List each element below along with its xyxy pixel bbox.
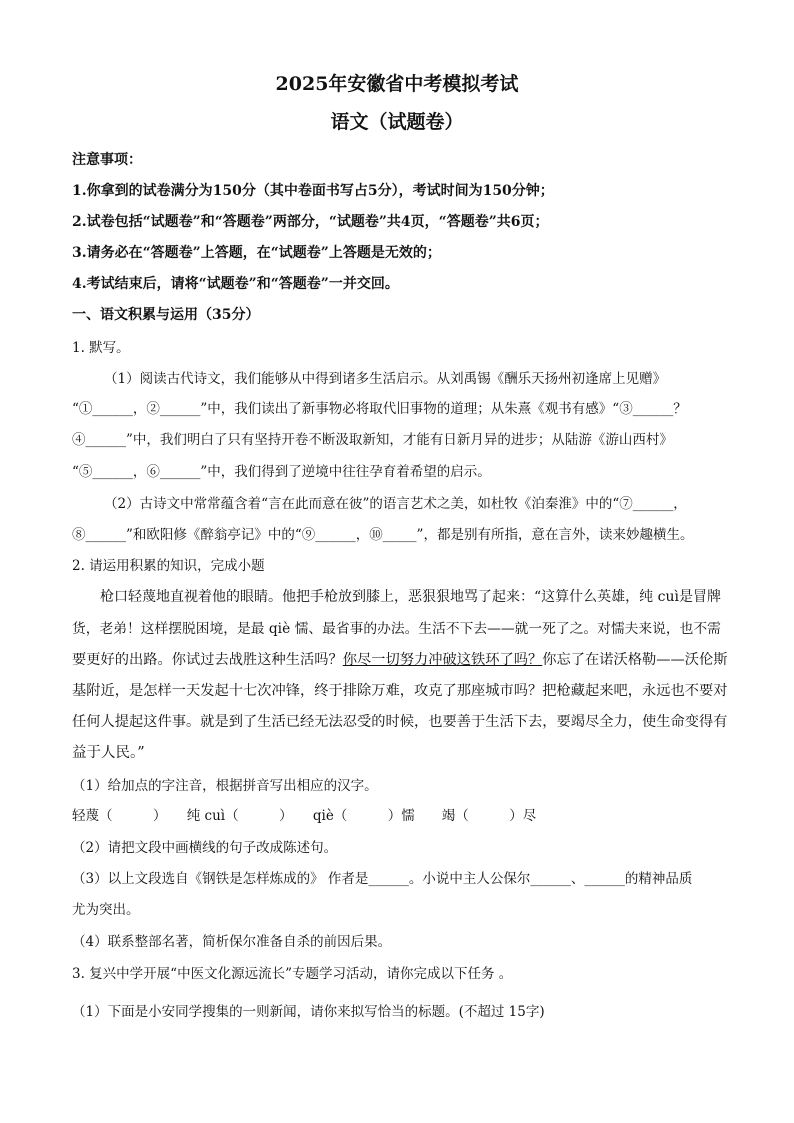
question-1-line: “⑤______，⑥______”中，我们得到了逆境中往往孕育着希望的启示。 [72,464,491,480]
question-2-sub: （1）给加点的字注音，根据拼音写出相应的汉字。 [72,778,378,794]
passage-line: 益于人民。” [72,745,145,761]
exam-title: 2025年安徽省中考模拟考试 [275,73,519,95]
exam-subtitle: 语文（试题卷） [330,111,464,133]
passage-text: 要更好的出路。你试过去战胜这种生活吗？ [72,652,343,668]
question-3-label: 3. 复兴中学开展“中医文化源远流长”专题学习活动，请你完成以下任务 。 [72,966,513,982]
notice-item: 2.试卷包括“试题卷”和“答题卷”两部分，“试题卷”共4页，“答题卷”共6页； [72,214,549,230]
question-2-sub: 尤为突出。 [72,902,140,918]
question-1-line: （1）阅读古代诗文，我们能够从中得到诸多生活启示。从刘禹锡《酬乐天扬州初逢席上见赠》 [104,371,667,387]
question-1-line: “①______，②______”中，我们读出了新事物必将取代旧事物的道理；从朱熹《观书有感》“③______？ [72,401,687,417]
question-2-sub: （4）联系整部名著，简析保尔准备自杀的前因后果。 [72,934,392,950]
question-2-sub: （2）请把文段中画横线的句子改成陈述句。 [72,840,338,856]
question-1-line: ⑧______”和欧阳修《醉翁亭记》中的“⑨______，⑩_____”，都是别有所指，意在言外，读来妙趣横生。 [72,527,694,543]
question-2-sub: 轻蔑（ ） 纯 cuì（ ） qiè（ ）懦 竭（ ）尽 [72,808,537,824]
notice-heading: 注意事项： [72,152,142,168]
passage-line: 枪口轻蔑地直视着他的眼睛。他把手枪放到膝上，恶狠狠地骂了起来：“这算什么英雄，纯 cuì是冒牌 [100,589,721,605]
passage-line [72,650,728,670]
question-1-label: 1. 默写。 [72,340,130,356]
passage-text: 你忘了在诺沃格勒——沃伦斯 [542,652,728,668]
passage-line: 基附近，是怎样一天发起十七次冲锋，终于排除万难，攻克了那座城市吗？把枪藏起来吧，永远也不要对 [72,683,728,699]
question-1-line: （2）古诗文中常常蕴含着“言在此而意在彼”的语言艺术之美，如杜牧《泊秦淮》中的“⑦______， [104,496,687,512]
question-1-line: ④______”中，我们明白了只有坚持开卷不断汲取新知，才能有日新月异的进步；从陆游《游山西村》 [72,432,673,448]
section-heading: 一、语文积累与运用（35分） [72,307,260,323]
notice-item: 1.你拿到的试卷满分为150分（其中卷面书写占5分），考试时间为150分钟； [72,183,554,199]
notice-item: 4.考试结束后，请将“试题卷”和“答题卷”一并交回。 [72,276,399,292]
question-2-sub: （3）以上文段选自《钢铁是怎样炼成的》 作者是______。小说中主人公保尔______、______的精神品质 [72,871,693,887]
underlined-sentence: 你尽一切努力冲破这铁环了吗？ [342,652,543,668]
passage-line: 任何人提起这件事。就是到了生活已经无法忍受的时候，也要善于生活下去，要竭尽全力，使生命变得有 [72,714,728,730]
question-2-label: 2. 请运用积累的知识，完成小题 [72,558,265,574]
question-3-sub: （1）下面是小安同学搜集的一则新闻，请你来拟写恰当的标题。(不超过 15字) [72,1004,545,1020]
notice-item: 3.请务必在“答题卷”上答题，在“试题卷”上答题是无效的； [72,245,441,261]
passage-line: 货，老弟！这样摆脱困境，是最 qiè 懦、最省事的办法。生活不下去——就一死了之。对懦夫来说，也不需 [72,621,721,637]
